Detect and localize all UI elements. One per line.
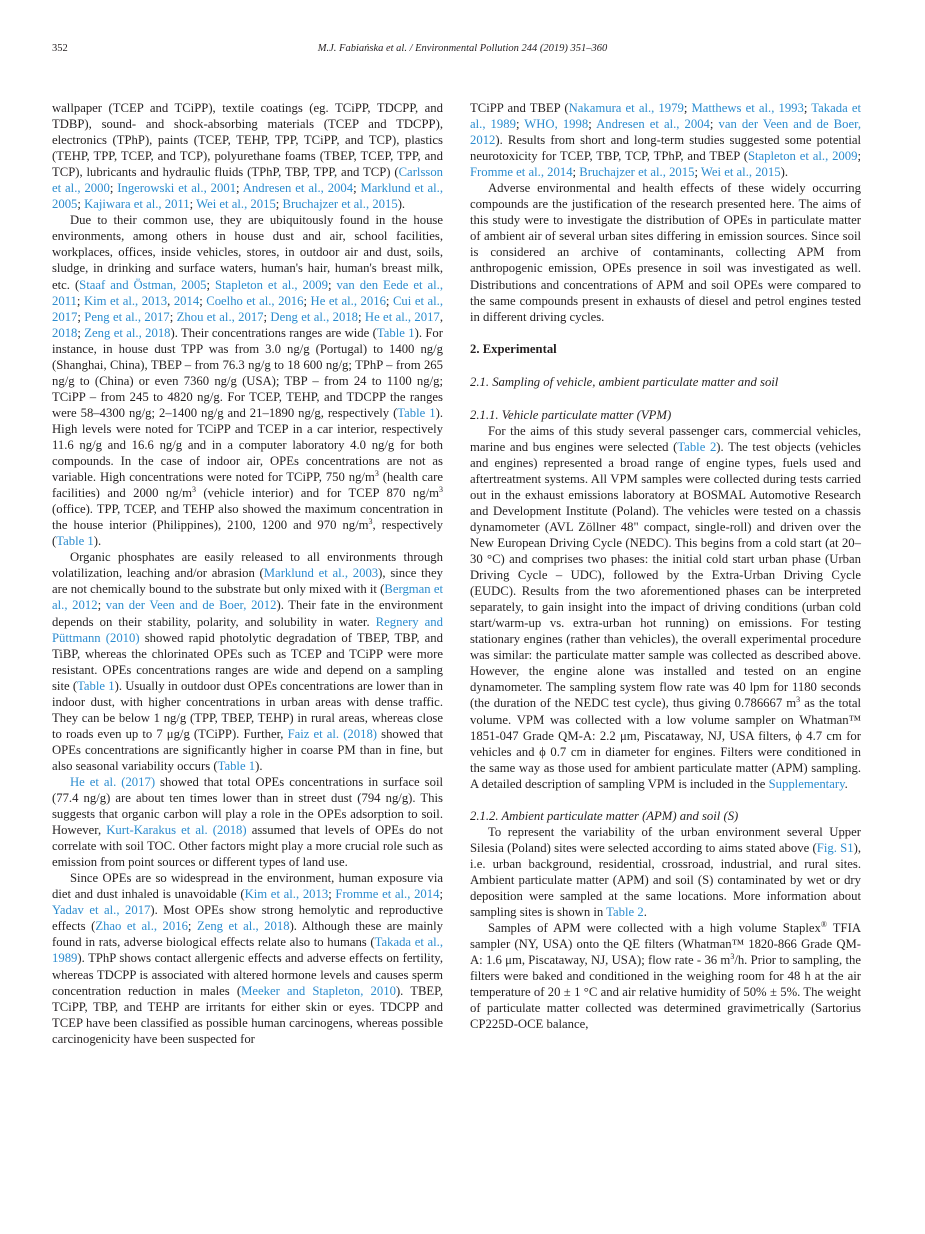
citation-link[interactable]: Table 1: [376, 325, 415, 340]
citation-link[interactable]: He et al., 2017: [364, 309, 440, 324]
text-run: ).: [397, 197, 406, 212]
text-run: ;: [385, 293, 393, 308]
text-run: ;: [709, 117, 719, 132]
left-body: [52, 100, 443, 1047]
citation-link[interactable]: Bruchajzer et al., 2015: [282, 197, 398, 212]
citation-link[interactable]: Table 2: [677, 439, 717, 454]
text-run: ).: [255, 758, 263, 773]
citation-link[interactable]: Marklund et al., 2005: [52, 181, 443, 212]
text-run: ). The test objects (vehicles and engines) represented a broad range of engine types, fuels used and aftertreatment systems. All VPM samples were collected during tests carried out in the exhaust emissions laboratory at BOSMAL Automotive Research and Development Institute (Poland). The vehicles were tested on a chassis dynamometer (AVL Zöllner 48" compact, single-roll) and driven over the New European Driving Cycle (NEDC). This begins from a cold start (at 20–30 °C) and comprises two phases: the initial cold start urban phase (Urban Driving Cycle – UDC), followed by the Extra-Urban Driving Cycle (EUDC). Results from the two aforementioned phases can be interpreted separately, to gain insight into the impact of driving conditions (urban cold start/warm-up vs. extra-urban hot running) on emissions. For testing stationary engines (rather than vehicles), the overall experimental procedure was similar: the particulate matter sample was collected as described above. However, the engine alone was installed and tested on an engine dynamometer. The sampling system flow rate was 40 lpm for 1180 seconds (the duration of the NEDC test cycle), thus giving 0.786667 m: [470, 439, 861, 711]
text-run: (vehicle interior) and for TCEP 870 ng/m: [196, 486, 440, 501]
text-run: ).: [780, 165, 788, 180]
text-run: ;: [77, 325, 85, 340]
text-run: ). High levels were noted for TCiPP and TCEP in a car interior, respectively 11.6 ng/g and 16.6 ng/g and in a computer laboratory 4.0 ng/g for both compounds. In the case of indoor air, OPEs concentrations are not as variable. High concentrations were noted for TCiPP, 750 ng/m: [52, 405, 443, 485]
citation-link[interactable]: Nakamura et al., 1979: [568, 101, 684, 115]
citation-link[interactable]: Regnery and Püttmann (2010): [52, 614, 443, 645]
citation-link[interactable]: Table 1: [217, 758, 256, 773]
superscript: 3: [439, 485, 444, 495]
text-run: ;: [353, 181, 361, 196]
citation-link[interactable]: van den Eede et al., 2011: [52, 277, 444, 308]
subsection-heading: 2.1. Sampling of vehicle, ambient particulate matter and soil: [470, 374, 779, 389]
subsubsection-heading-apm: 2.1.2. Ambient particulate matter (APM) and soil (S): [470, 808, 739, 823]
text-run: ). Results from short and long-term studies suggested some potential neurotoxicity for TCEP, TBP, TCP, TPhP, and TBEP (: [470, 133, 861, 164]
superscript: 3: [796, 695, 801, 705]
citation-link[interactable]: Wei et al., 2015: [700, 165, 781, 180]
citation-link[interactable]: He et al. (2017): [70, 774, 156, 789]
text-run: ). Most OPEs show strong hemolytic and reproductive effects (: [52, 903, 443, 934]
citation-link[interactable]: Stapleton et al., 2009: [747, 149, 858, 164]
text-run: ;: [169, 309, 177, 324]
citation-link[interactable]: Coelho et al., 2016: [206, 293, 304, 308]
text-run: ;: [303, 293, 311, 308]
text-run: , respectively (: [52, 518, 443, 549]
text-run: showed rapid photolytic degradation of TBEP, TBP, and TiBP, whereas the chlorinated OPEs such as TCEP and TCiPP were more resistant. OPEs concentrations ranges are wide and depend on a sampling site (: [52, 630, 443, 693]
paragraph: [470, 180, 861, 324]
text-run: ;: [327, 277, 337, 292]
citation-link[interactable]: Table 1: [77, 678, 115, 693]
citation-link[interactable]: Takada et al., 1989: [470, 101, 862, 132]
paragraph: [52, 212, 443, 549]
left-column: [52, 100, 443, 1047]
citation-link[interactable]: Table 1: [56, 534, 94, 549]
paragraph: [470, 920, 861, 1032]
paragraph: [52, 870, 443, 1047]
text-run: .: [643, 904, 647, 919]
citation-link[interactable]: Andresen et al., 2004: [596, 117, 710, 132]
citation-link[interactable]: Zhou et al., 2017: [176, 309, 264, 324]
text-run: ). Their concentrations ranges are wide (: [170, 325, 377, 340]
text-run: ). For instance, in house dust TPP was from 3.0 ng/g (Portugal) to 1400 ng/g (Shanghai, China), TBEP – from 76.3 ng/g to 18 600 ng/g; TPhP – from 265 ng/g to (China) or even 7360 ng/g (USA); TBP – from 24 to 1100 ng/g; TCiPP – from 245 to 4820 ng/g. For TCEP, TEHP, and TDCPP the ranges were 58–4300 ng/g; 2–1400 ng/g and 21–1890 ng/g, respectively (: [52, 325, 443, 420]
text-run: ,: [167, 293, 174, 308]
text-run: ;: [189, 197, 197, 212]
text-run: ;: [439, 887, 443, 902]
citation-link[interactable]: Carlsson et al., 2000: [52, 165, 443, 196]
paragraph: [52, 774, 443, 870]
text-run: ). Their fate in the environment depends on their stability, polarity, and solubility in water.: [52, 598, 443, 629]
citation-link[interactable]: 2018: [52, 325, 78, 340]
subsubsection-heading-vpm: 2.1.1. Vehicle particulate matter (VPM): [470, 407, 672, 422]
citation-link[interactable]: Fig. S1: [816, 840, 854, 855]
text-run: ;: [515, 117, 525, 132]
citation-link[interactable]: Table 2: [606, 904, 644, 919]
citation-link[interactable]: Wei et al., 2015: [196, 197, 276, 212]
superscript: 3: [192, 485, 196, 495]
text-run: ;: [803, 101, 812, 115]
citation-link[interactable]: Kim et al., 2013: [244, 887, 329, 902]
citation-link[interactable]: Marklund et al., 2003: [263, 566, 379, 581]
text-run: ). Usually in outdoor dust OPEs concentrations are lower than in indoor dust, with higher concentrations in urban areas with dense traffic. They can be below 1 ng/g (TPP, TBEP, TEHP) in rural areas, whereas close to roads even up to 7 μg/g (TCiPP). Further,: [52, 678, 443, 741]
text-run: ). TPhP shows contact allergenic effects and adverse effects on fertility, whereas TDCPP is associated with altered hormone levels and causes sperm concentration reduction in males (: [52, 951, 443, 998]
citation-link[interactable]: Kim et al., 2013: [83, 293, 168, 308]
citation-link[interactable]: Kajiwara et al., 2011: [84, 197, 190, 212]
text-run: as the total volume. VPM was collected with a low volume sampler on Whatman™ 1851-047 Grade QM-A: 2.2 μm, Piscataway, NJ, USA filters, ϕ 4.7 cm for vehicles and ϕ 0.7 cm in diameter for engines. Filters were conditioned in the same way as those used for ambient particulate matter (APM) sampling. A detailed description of sampling VPM is included in the: [470, 696, 861, 791]
text-run: ). Although these are mainly found in rats, adverse biological effects relate also to humans (: [52, 919, 443, 950]
paragraph: [470, 423, 861, 792]
text-run: ;: [358, 309, 365, 324]
text-run: showed that OPEs concentrations are significantly higher in coarse PM than in fine, but also seasonal variability occurs (: [52, 726, 444, 773]
page-number: 352: [52, 43, 68, 54]
text-run: ;: [97, 598, 106, 613]
intro-continuation: [470, 100, 861, 325]
citation-link[interactable]: WHO, 1998: [524, 117, 589, 132]
apm-body: [470, 824, 861, 1033]
citation-link[interactable]: Cui et al., 2017: [52, 293, 443, 324]
paragraph: [470, 100, 861, 180]
citation-link[interactable]: Deng et al., 2018: [270, 309, 359, 324]
citation-link[interactable]: Supplementary: [768, 776, 845, 791]
text-run: ).: [93, 534, 102, 549]
text-run: ;: [694, 165, 701, 180]
citation-link[interactable]: Stapleton et al., 2009: [215, 277, 328, 292]
text-run: TFIA sampler (NY, USA) onto the QE filters (Whatman™ 1820-866 Grade QM-A: 1.6 μm, Piscataway, NJ, USA); flow rate - 36 m: [470, 921, 862, 968]
text-run: /h. Prior to sampling, the filters were baked and conditioned in the weighing room for 48 h at the air temperature of 20 ± 1 °C and air relative humidity of 50% ± 5%. The weight of particulate matter collected was determined gravimetrically (Sartorius CP225D-OCE balance,: [470, 953, 862, 1032]
citation-link[interactable]: Fromme et al., 2014: [335, 887, 440, 902]
text-run: Adverse environmental and health effects of these widely occurring compounds are the justification of the research presented here. The aims of this study were to investigate the distribution of OPEs in particulate matter of ambient air of several urban sites differing in emission sources. Since soil is considered an archive of contaminants, collecting APM from anthropogenic emission, OPEs presence in soil was investigated as well. Distributions and concentrations of APM and soil OPEs were compared to the same compounds present in exhausts of diesel and petrol engines tested in different driving cycles.: [470, 181, 861, 324]
superscript: 3: [374, 469, 379, 479]
text-run: showed that total OPEs concentrations in surface soil (77.4 ng/g) are about ten times lower than in street dust (794 ng/g). This suggests that organic carbon will play a role in the OPEs adsorption to soil. However,: [52, 774, 443, 838]
text-run: For the aims of this study several passenger cars, commercial vehicles, marine and bus engines were selected (: [470, 423, 861, 454]
text-run: ;: [77, 197, 85, 212]
superscript: 3: [730, 952, 735, 962]
citation-link[interactable]: Zeng et al., 2018: [84, 325, 171, 340]
text-run: ), since they are not chemically bound to the substrate but only mixed with it (: [52, 566, 443, 597]
citation-link[interactable]: Andresen et al., 2004: [242, 181, 354, 196]
citation-link[interactable]: Bergman et al., 2012: [52, 582, 444, 613]
running-title: M.J. Fabiańska et al. / Environmental Pollution 244 (2019) 351–360: [317, 43, 608, 54]
text-run: ;: [328, 887, 336, 902]
text-run: ;: [109, 181, 118, 196]
citation-link[interactable]: Kurt-Karakus et al. (2018): [106, 823, 247, 838]
text-run: ;: [77, 309, 85, 324]
citation-link[interactable]: Matthews et al., 1993: [691, 101, 804, 115]
text-run: Samples of APM were collected with a high volume Staplex: [488, 921, 821, 936]
text-run: assumed that levels of OPEs do not correlate with soil TOC. Other factors might play a more crucial role such as emission from point sources or different types of land use.: [52, 823, 443, 870]
text-run: ;: [857, 149, 861, 164]
text-run: (health care facilities) and 2000 ng/m: [52, 470, 443, 501]
paragraph: [52, 100, 443, 212]
text-run: wallpaper (TCEP and TCiPP), textile coatings (eg. TCiPP, TDCPP, and TDBP), sound- and shock-absorbing materials (TCEP and TDCPP), electronics (TPhP), paints (TCEP, TEHP, TPP, TCiPP, and TCP), plastics (TEHP, TPP, TCEP, and TCP), polyurethane foams (TBEP, TCEP, TPP, and TCP), lubricants and hydraulic fluids (TPhP, TBP, TPP, and TCP) (: [52, 101, 443, 180]
text-run: ,: [439, 309, 443, 324]
vpm-body: [470, 423, 861, 792]
text-run: ;: [275, 197, 283, 212]
text-run: ;: [588, 117, 597, 132]
text-run: ). TBEP, TCiPP, TBP, and TEHP are irritants for either skin or eyes. TDCPP and TCEP have been classified as possible human carcinogens, whereas possible carcinogenicity have been suspected for: [52, 983, 443, 1046]
paragraph: [470, 824, 861, 920]
text-run: ;: [187, 919, 197, 934]
text-run: ;: [683, 101, 692, 115]
text-run: ;: [76, 293, 84, 308]
text-run: (office). TPP, TCEP, and TEHP also showed the maximum concentration in the house interior (Philippines), 2100, 1200 and 970 ng/m: [52, 502, 443, 533]
text-run: .: [844, 776, 848, 791]
text-run: ;: [572, 165, 580, 180]
citation-link[interactable]: 2014: [173, 293, 200, 308]
citation-link[interactable]: Bruchajzer et al., 2015: [579, 165, 695, 180]
text-run: TCiPP and TBEP (: [470, 101, 569, 115]
text-run: Due to their common use, they are ubiquitously found in the house environments, among others in house dust and air, school facilities, workplaces, offices, inside vehicles, stores, in outdoor air and dust, soils, sludge, in drinking and surface waters, human's hair, human's breast milk, etc. (: [52, 213, 443, 292]
citation-link[interactable]: He et al., 2016: [310, 293, 386, 308]
text-run: ), i.e. urban background, residential, crossroad, industrial, and rural sites. Ambient particulate matter (APM) and soil (S) contaminated by wet or dry deposition were sampled at the same locations. More information about sampling sites is shown in: [470, 840, 861, 919]
citation-link[interactable]: Yadav et al., 2017: [52, 903, 151, 918]
right-column: [470, 100, 861, 1032]
text-run: ;: [199, 293, 207, 308]
text-run: Since OPEs are so widespread in the environment, human exposure via diet and dust inhaled is unavoidable (: [52, 871, 443, 902]
text-run: ;: [206, 277, 216, 292]
superscript: 3: [368, 517, 373, 527]
citation-link[interactable]: Peng et al., 2017: [84, 309, 170, 324]
citation-link[interactable]: Takada et al., 1989: [52, 935, 443, 966]
citation-link[interactable]: Faiz et al. (2018): [287, 726, 378, 741]
section-heading: 2. Experimental: [470, 341, 557, 356]
citation-link[interactable]: Staaf and Östman, 2005: [79, 277, 207, 292]
citation-link[interactable]: van der Veen and de Boer, 2012: [105, 598, 277, 613]
citation-link[interactable]: Zeng et al., 2018: [196, 919, 290, 934]
text-run: ;: [236, 181, 243, 196]
citation-link[interactable]: Meeker and Stapleton, 2010: [241, 983, 396, 998]
citation-link[interactable]: van der Veen and de Boer, 2012: [470, 117, 861, 148]
text-run: ;: [263, 309, 271, 324]
superscript: ®: [820, 920, 827, 930]
citation-link[interactable]: Zhao et al., 2016: [95, 919, 188, 934]
text-run: To represent the variability of the urban environment several Upper Silesia (Poland) sites were selected according to aims stated above (: [470, 824, 861, 855]
paragraph: [52, 549, 443, 774]
citation-link[interactable]: Fromme et al., 2014: [470, 165, 573, 180]
citation-link[interactable]: Table 1: [397, 405, 436, 420]
citation-link[interactable]: Ingerowski et al., 2001: [117, 181, 237, 196]
text-run: Organic phosphates are easily released to all environments through volatilization, leaching and/or abrasion (: [52, 550, 443, 581]
